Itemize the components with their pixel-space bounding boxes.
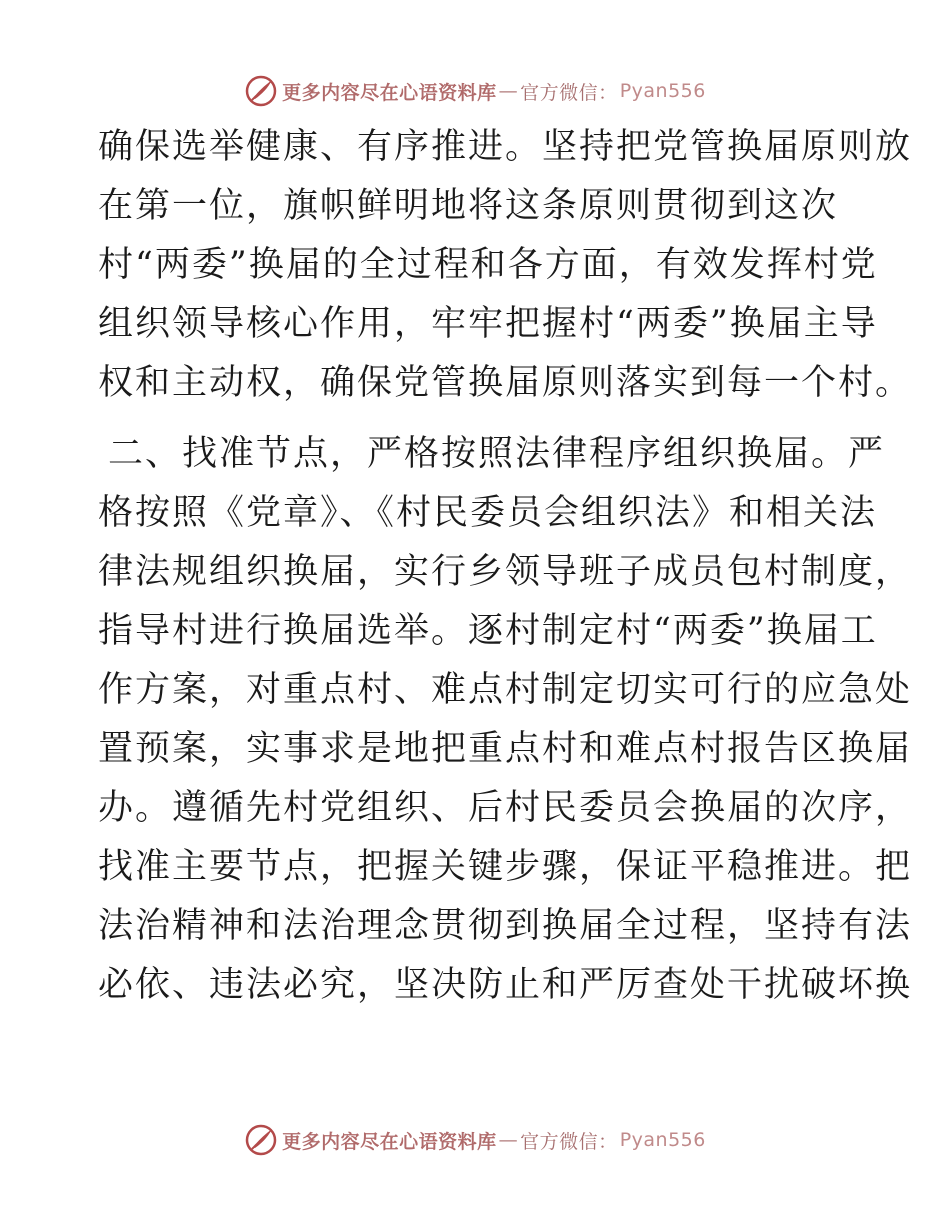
watermark-wechat-id: Pyan556 bbox=[619, 80, 706, 102]
text-line: 指导村进行换届选举。逐村制定村“两委”换届工 bbox=[98, 611, 878, 651]
footer-watermark bbox=[0, 1118, 950, 1162]
paragraph-gap bbox=[98, 413, 858, 425]
watermark-wechat-id: Pyan556 bbox=[619, 1129, 706, 1151]
text-line: 二、找准节点，严格按照法律程序组织换届。严 bbox=[108, 434, 886, 474]
text-line: 律法规组织换届，实行乡领导班子成员包村制度， bbox=[98, 552, 913, 592]
text-line: 置预案，实事求是地把重点村和难点村报告区换届 bbox=[98, 729, 913, 769]
header-watermark bbox=[0, 69, 950, 113]
text-line: 法治精神和法治理念贯彻到换届全过程，坚持有法 bbox=[98, 906, 913, 946]
watermark-main-text: 更多内容尽在心语资料库 bbox=[282, 1130, 497, 1153]
text-line: 办。遵循先村党组织、后村民委员会换届的次序， bbox=[98, 788, 913, 828]
text-line: 组织领导核心作用，牢牢把握村“两委”换届主导 bbox=[98, 304, 878, 344]
text-line: 在第一位，旗帜鲜明地将这条原则贯彻到这次 bbox=[98, 186, 839, 226]
quill-logo-icon bbox=[244, 1123, 278, 1157]
text-line: 确保选举健康、有序推进。坚持把党管换届原则放 bbox=[98, 127, 913, 167]
watermark-sub-text: 官方微信： bbox=[520, 1130, 618, 1153]
text-line: 权和主动权，确保党管换届原则落实到每一个村。 bbox=[98, 363, 913, 403]
document-body bbox=[98, 118, 913, 1015]
text-line: 格按照《党章》、《村民委员会组织法》和相关法 bbox=[98, 493, 878, 533]
quill-logo-icon bbox=[244, 74, 278, 108]
watermark-dash: — bbox=[498, 1129, 519, 1151]
paragraph bbox=[98, 118, 913, 413]
watermark-main-text: 更多内容尽在心语资料库 bbox=[282, 81, 497, 104]
watermark-sub-text: 官方微信： bbox=[520, 81, 618, 104]
paragraph bbox=[98, 425, 913, 1015]
watermark-dash: — bbox=[498, 80, 519, 102]
text-line: 找准主要节点，把握关键步骤，保证平稳推进。把 bbox=[98, 847, 913, 887]
text-line: 村“两委”换届的全过程和各方面，有效发挥村党 bbox=[98, 245, 878, 285]
text-line: 作方案，对重点村、难点村制定切实可行的应急处 bbox=[98, 670, 913, 710]
text-line: 必依、违法必究，坚决防止和严厉查处干扰破坏换 bbox=[98, 965, 913, 1005]
